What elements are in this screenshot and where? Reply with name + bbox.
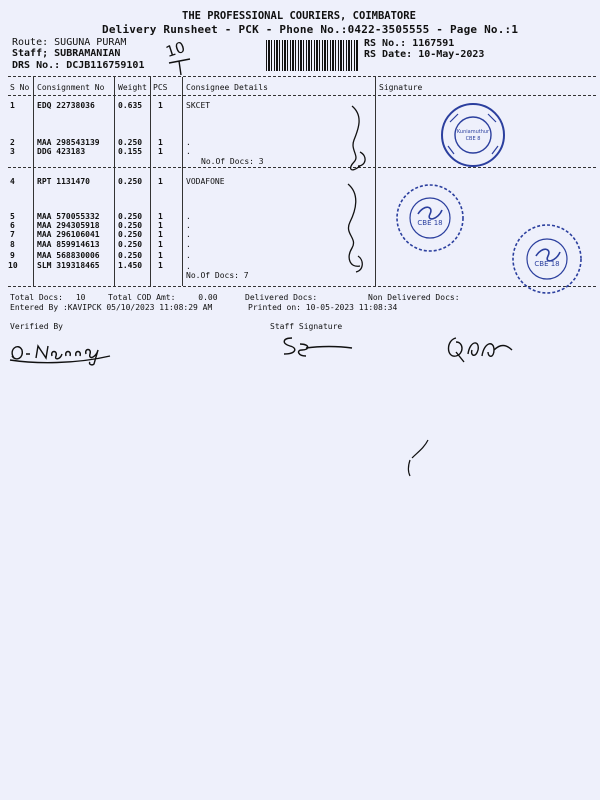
row-consignment: MAA 294305918 [37, 221, 100, 230]
route-value: SUGUNA PURAM [54, 37, 127, 48]
row-sno: 2 [10, 138, 15, 147]
svg-text:CBE 18: CBE 18 [534, 260, 560, 268]
route-label: Route: [12, 37, 49, 48]
row-pcs: 1 [158, 147, 163, 156]
row-consignment: MAA 298543139 [37, 138, 100, 147]
drs-value: DCJB116759101 [66, 60, 145, 71]
total-docs-value: 10 [75, 293, 86, 302]
row-consignment: EDQ 22738036 [37, 101, 95, 110]
barcode [266, 40, 358, 71]
row-consignment: RPT 1131470 [37, 177, 90, 186]
row-consignee: . [186, 230, 191, 239]
total-docs [10, 293, 85, 302]
company-name: THE PROFESSIONAL COURIERS, COIMBATORE [182, 10, 416, 22]
rs-date-label: RS Date: [364, 49, 413, 60]
handwritten-count-text: 10 [163, 38, 188, 62]
row-consignee: . [186, 251, 191, 260]
row-sno: 3 [10, 147, 15, 156]
col-header-pcs: PCS [153, 83, 168, 92]
row-pcs: 1 [158, 101, 163, 110]
row-pcs: 1 [158, 212, 163, 221]
row-weight: 0.250 [118, 221, 143, 230]
handwritten-brace-marks [330, 100, 380, 285]
row-pcs: 1 [158, 138, 163, 147]
staff-signature [276, 332, 356, 360]
row-weight: 0.155 [118, 147, 143, 156]
delivered-docs-label: Delivered Docs: [245, 293, 318, 302]
col-header-weight: Weight [118, 83, 147, 92]
rs-no-label: RS No.: [364, 38, 407, 49]
drs-label: DRS No.: [12, 60, 61, 71]
row-consignment: MAA 296106041 [37, 230, 100, 239]
total-cod-value: 0.00 [198, 293, 218, 302]
row-consignee: SKCET [186, 101, 211, 110]
row-pcs: 1 [158, 230, 163, 239]
total-docs-label: Total Docs: [10, 293, 63, 302]
total-cod-label: Total COD Amt: [108, 293, 176, 302]
stamp-code: CBE 18 [417, 219, 443, 227]
row-sno: 4 [10, 177, 15, 186]
row-consignment: MAA 568830006 [37, 251, 100, 260]
college-seal-stamp [438, 100, 508, 170]
svg-text:Kuniamuthur: Kuniamuthur [456, 129, 490, 135]
col-header-signature: Signature [379, 83, 423, 92]
group2-doc-count: No.Of Docs: 7 [186, 271, 249, 280]
row-weight: 1.450 [118, 261, 143, 270]
drs-line [12, 60, 144, 71]
vodafone-seal-stamp-2 [506, 218, 588, 300]
staff-signature-label: Staff Signature [270, 322, 343, 331]
row-weight: 0.250 [118, 230, 143, 239]
row-sno: 1 [10, 101, 15, 110]
row-sno: 5 [10, 212, 15, 221]
row-consignee: VODAFONE [186, 177, 225, 186]
row-consignee: . [186, 262, 191, 271]
handwritten-page-count [160, 38, 200, 78]
non-delivered-docs-label: Non Delivered Docs: [368, 293, 460, 302]
row-sno: 7 [10, 230, 15, 239]
group1-doc-count: No.Of Docs: 3 [201, 157, 264, 166]
verified-by-label: Verified By [10, 322, 63, 331]
rs-no-value: 1167591 [412, 38, 455, 49]
row-consignee: . [186, 147, 191, 156]
row-sno: 9 [10, 251, 15, 260]
row-pcs: 1 [158, 240, 163, 249]
row-weight: 0.250 [118, 138, 143, 147]
verifier-signature [6, 338, 118, 368]
row-consignee: . [186, 221, 191, 230]
row-consignment: MAA 570055332 [37, 212, 100, 221]
rs-no-line [364, 38, 454, 49]
col-header-consignment: Consignment No [37, 83, 105, 92]
header-bottom-rule [8, 95, 596, 96]
row-consignment: SLM 319318465 [37, 261, 100, 270]
svg-text:CBE 8: CBE 8 [465, 136, 481, 142]
staff-line [12, 48, 120, 59]
row-consignee: . [186, 138, 191, 147]
row-consignment: DDG 423183 [37, 147, 86, 156]
row-weight: 0.250 [118, 251, 143, 260]
total-cod [108, 293, 218, 302]
row-weight: 0.250 [118, 240, 143, 249]
staff-value: SUBRAMANIAN [54, 48, 121, 59]
row-pcs: 1 [158, 177, 163, 186]
staff-label: Staff; [12, 48, 49, 59]
col-header-consignee: Consignee Details [186, 83, 268, 92]
row-consignee: . [186, 212, 191, 221]
entered-by: Entered By :KAVIPCK 05/10/2023 11:08:29 AM [10, 303, 213, 312]
receiver-signature [442, 330, 522, 366]
row-weight: 0.635 [118, 101, 143, 110]
row-sno: 8 [10, 240, 15, 249]
row-sno: 10 [8, 261, 18, 270]
col-header-sno: S No [10, 83, 30, 92]
stray-pen-mark [400, 438, 440, 478]
rs-date-line [364, 49, 484, 60]
row-pcs: 1 [158, 221, 163, 230]
printed-on: Printed on: 10-05-2023 11:08:34 [248, 303, 398, 312]
row-consignee: . [186, 240, 191, 249]
rs-date-value: 10-May-2023 [418, 49, 485, 60]
route-line [12, 37, 126, 48]
row-sno: 6 [10, 221, 15, 230]
row-consignment: MAA 859914613 [37, 240, 100, 249]
runsheet-subtitle: Delivery Runsheet - PCK - Phone No.:0422-3505555 - Page No.:1 [102, 23, 519, 36]
row-weight: 0.250 [118, 212, 143, 221]
row-weight: 0.250 [118, 177, 143, 186]
table-top-rule [8, 76, 596, 77]
vodafone-seal-stamp-1 [390, 178, 470, 258]
row-pcs: 1 [158, 251, 163, 260]
row-pcs: 1 [158, 261, 163, 270]
